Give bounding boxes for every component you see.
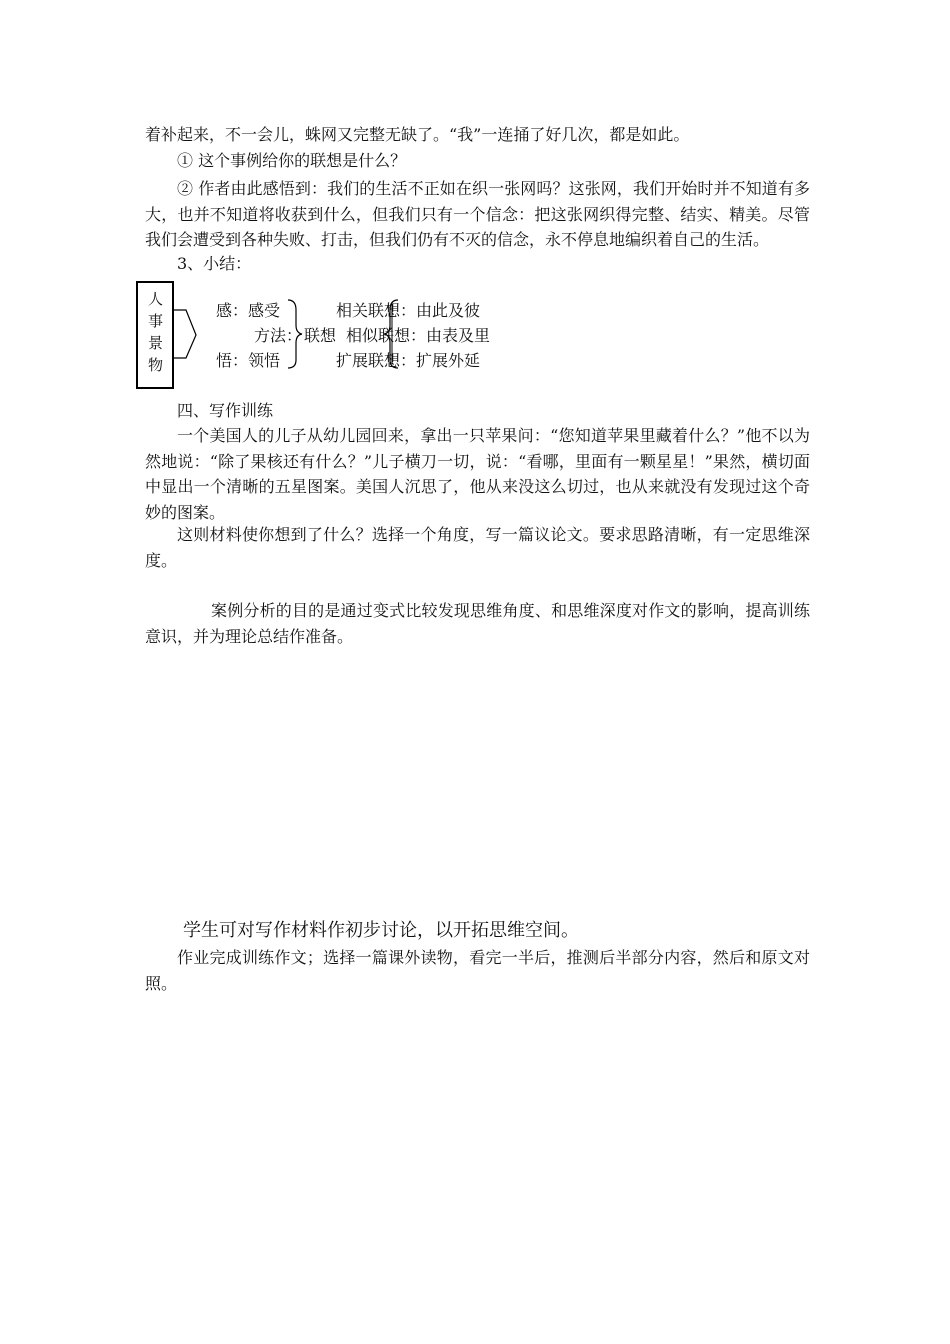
question-1: ① 这个事例给你的联想是什么？ (177, 151, 407, 170)
subject-char: 物 (148, 356, 164, 374)
story-paragraph: 一个美国人的儿子从幼儿园回来，拿出一只苹果问：“您知道苹果里藏着什么？”他不以为然地说：“除了果核还有什么？”儿子横刀一切，说：“看哪，里面有一颗星星！”果然，横切面中显出一个清晰的五星图案。美国人沉思了，他从来没这么切过，也从来就没有发现过这个奇妙的图案。 (145, 426, 810, 522)
question-2-paragraph: ② 作者由此感悟到：我们的生活不正如在织一张网吗？这张网，我们开始时并不知道有多大，也并不知道将收获到什么，但我们只有一个信念：把这张网织得完整、结实、精美。尽管我们会遭受到各种失败、打击，但我们仍有不灭的信念，永不停息地编织着自己的生活。 (145, 179, 810, 249)
subject-char: 景 (148, 334, 164, 352)
discussion-note: 学生可对写作材料作初步讨论，以开拓思维空间。 (183, 920, 579, 941)
association-type-3: 扩展联想：扩展外延 (336, 351, 481, 370)
subject-char: 事 (148, 312, 164, 330)
gan-label: 感：感受 (216, 301, 281, 320)
summary-heading: 3、小结： (177, 254, 252, 273)
wu-label: 悟：领悟 (216, 351, 281, 370)
task-paragraph: 这则材料使你想到了什么？选择一个角度，写一篇议论文。要求思路清晰，有一定思维深度。 (145, 525, 810, 570)
homework-paragraph: 作业完成训练作文；选择一篇课外读物，看完一半后，推测后半部分内容，然后和原文对照。 (145, 948, 810, 993)
lianxiang-label: 联想 (304, 326, 337, 345)
arrow-right-icon (174, 310, 196, 358)
fangfa-label: 方法： (254, 326, 303, 345)
association-type-2: 相似联想：由表及里 (346, 326, 491, 345)
text-line-intro: 着补起来，不一会儿，蛛网又完整无缺了。“我”一连捅了好几次，都是如此。 (145, 125, 690, 144)
section-heading-writing-training: 四、写作训练 (177, 401, 274, 420)
analysis-paragraph: 案例分析的目的是通过变式比较发现思维角度、和思维深度对作文的影响，提高训练意识，并为理论总结作准备。 (145, 601, 810, 646)
association-type-1: 相关联想：由此及彼 (336, 301, 481, 320)
subject-char: 人 (148, 290, 164, 308)
